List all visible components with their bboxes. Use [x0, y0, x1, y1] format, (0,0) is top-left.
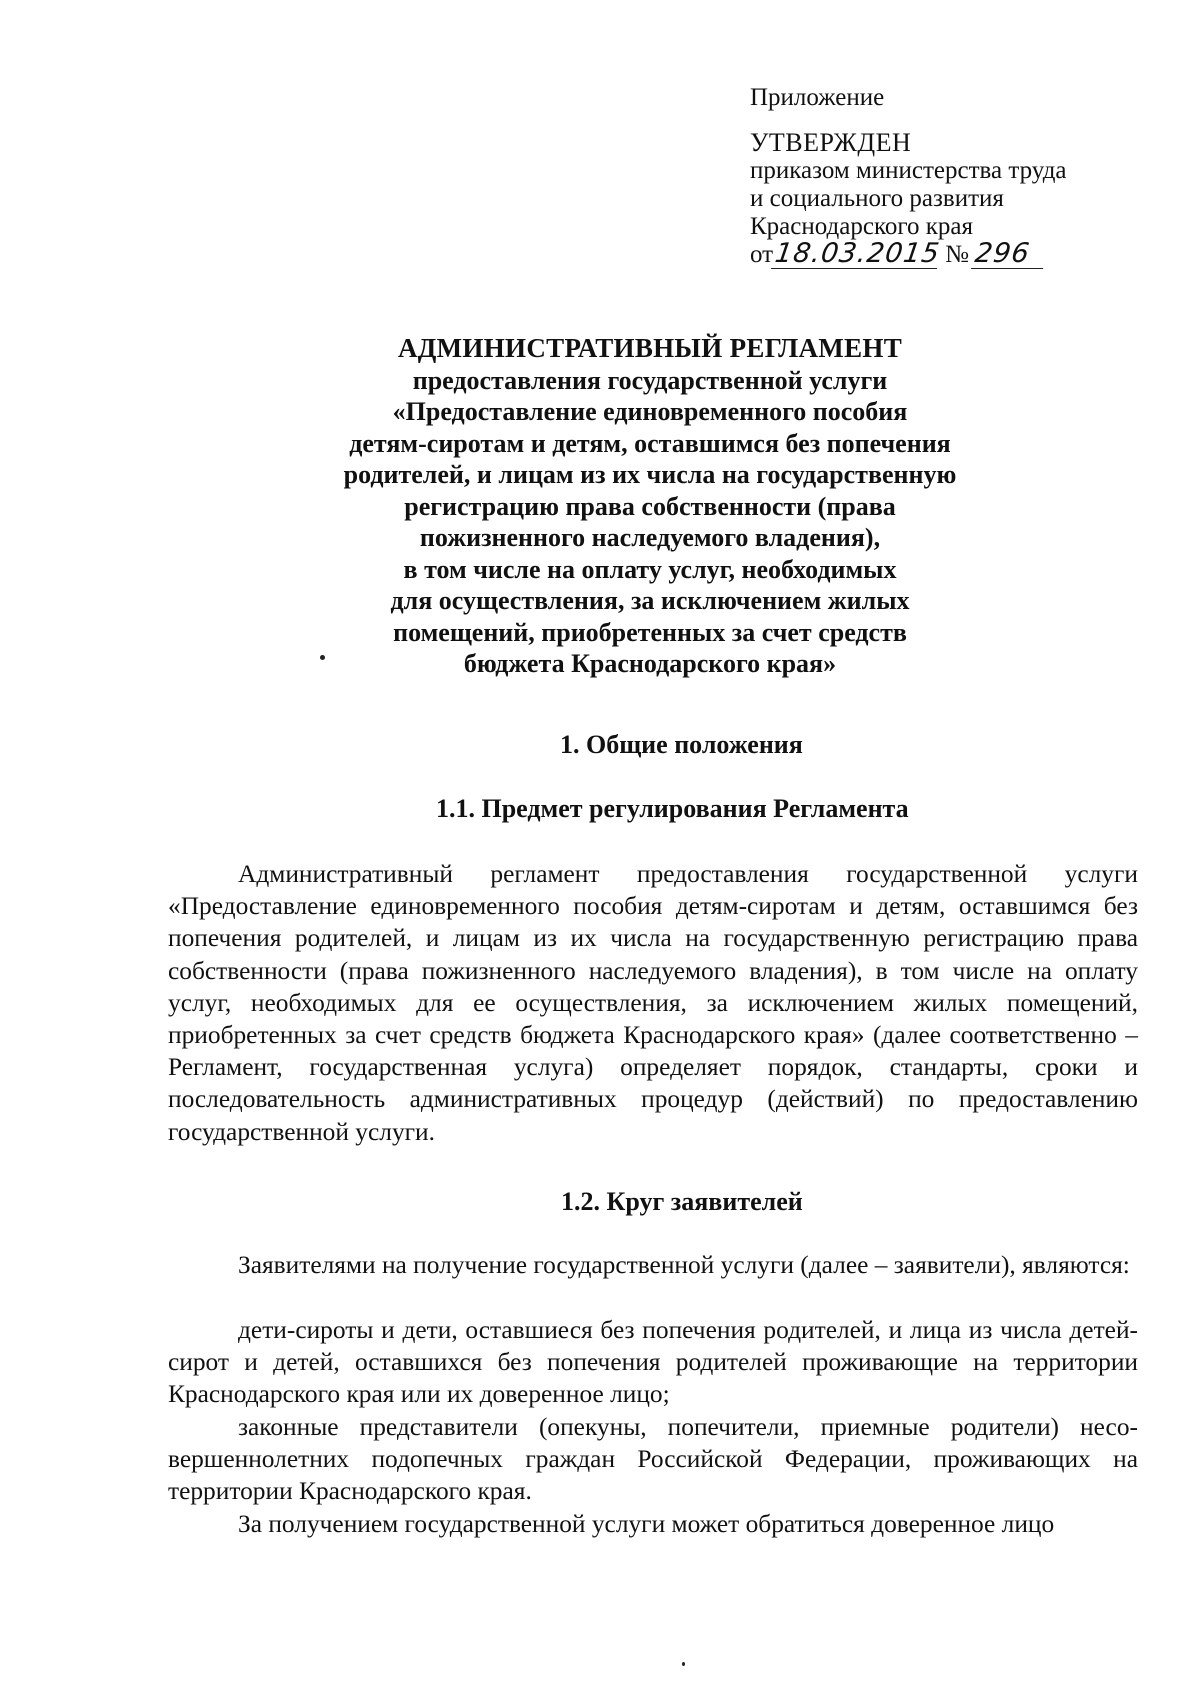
title-line: детям-сиротам и детям, оставшимся без попечения: [349, 428, 951, 458]
appendix-label: Приложение: [750, 84, 885, 111]
section-heading-1: 1. Общие положения: [560, 730, 803, 759]
applicants-intro-paragraph: Заявителями на получение государственной услуги (далее – заявители), являются:: [238, 1251, 1130, 1279]
order-line: [750, 238, 1170, 269]
title-line: АДМИНИСТРАТИВНЫЙ РЕГЛАМЕНТ: [397, 333, 903, 363]
section-heading-1-2: 1.2. Круг заявителей: [561, 1187, 803, 1216]
regulation-subject-paragraph: Административный регламент предоставления государственной услуги «Предоставление единовременного пособия детям-сиротам и детям, оставшимся без попечения родителей, и лицам из их числа на государственную регистрацию права собственности (права пожизненного наследуемого владения), в том числе на оплату услуг, необходимых для ее осуществления, за исключением жилых помещений, приобретенных за счет средств бюджета Краснодарского края» (далее соответственно – Регламент, государственная услуга) определяет порядок, стандарты, сроки и последовательность административных процедур (действий) по предоставлению государственной услуги.: [168, 860, 1138, 1146]
scan-dot: [320, 655, 325, 660]
scan-dot: [682, 1662, 685, 1666]
title-line: предоставления государственной услуги: [412, 365, 888, 395]
title-line: родителей, и лицам из их числа на государственную: [343, 460, 957, 489]
applicants-orphans-paragraph: дети-сироты и дети, оставшиеся без попечения родителей, и лица из числа детей-сирот и детей, оставшихся без попечения родителей проживающие на территории Краснодарского края или их доверенное лицо;: [168, 1316, 1138, 1409]
section-heading-1-1: 1.1. Предмет регулирования Регламента: [436, 794, 909, 823]
approved-label: УТВЕРЖДЕН: [750, 128, 912, 157]
handwritten-number: 296: [971, 241, 1047, 269]
handwritten-date: 18.03.2015: [773, 238, 943, 269]
title-line: в том числе на оплату услуг, необходимых: [403, 554, 897, 584]
approval-line-2: и социального развития: [750, 185, 1004, 212]
approval-line-1: приказом министерства труда: [750, 157, 1067, 184]
title-line: регистрацию права собственности (права: [404, 491, 896, 521]
applicants-proxy-paragraph: За получением государственной услуги может обратиться доверенное лицо: [238, 1510, 1055, 1538]
title-line: помещений, приобретенных за счет средств: [393, 617, 907, 647]
title-line: «Предоставление единовременного пособия: [392, 397, 908, 426]
from-prefix: от: [750, 241, 774, 268]
title-line: бюджета Краснодарского края»: [463, 649, 837, 678]
approval-line-3: Краснодарского края: [750, 213, 973, 240]
number-sign: №: [945, 241, 969, 268]
title-line: для осуществления, за исключением жилых: [390, 586, 910, 615]
title-line: пожизненного наследуемого владения),: [419, 523, 881, 552]
document-title: [300, 333, 1000, 680]
applicants-representatives-paragraph: законные представители (опекуны, попечители, приемные родители) несовершеннолетних подопечных граждан Российской Федерации, проживающих на территории Краснодарского края.: [168, 1413, 1138, 1506]
approval-block: [750, 84, 1170, 269]
